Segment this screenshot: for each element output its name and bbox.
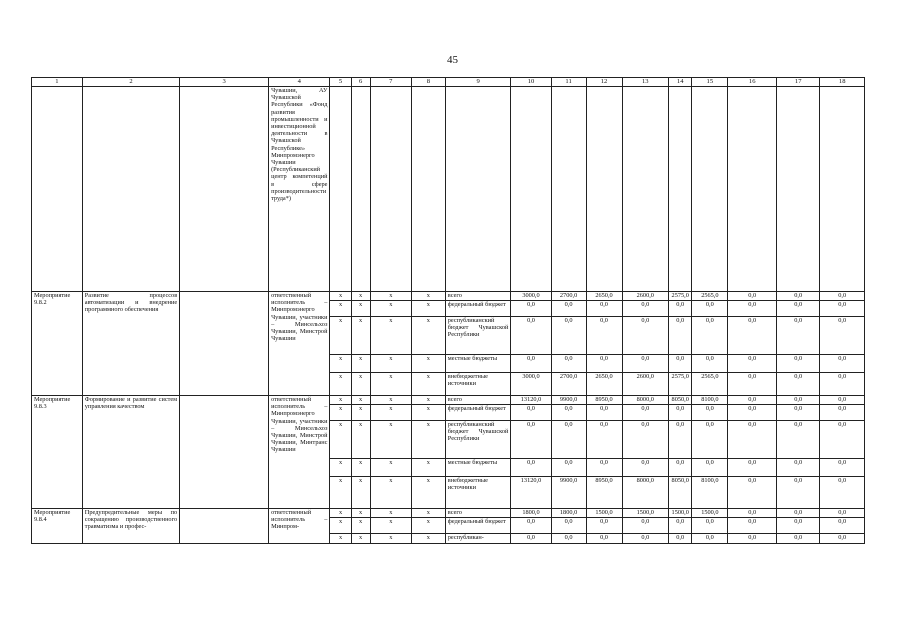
marker-cell: x: [411, 509, 445, 518]
amount-cell: 0,0: [820, 509, 865, 518]
amount-cell: 0,0: [777, 396, 820, 405]
amount-cell: 2600,0: [622, 292, 669, 301]
marker-cell: x: [370, 373, 411, 396]
amount-cell: 0,0: [692, 317, 728, 355]
funding-source: всего: [445, 396, 511, 405]
header-cell-2: 2: [82, 78, 179, 87]
marker-cell: x: [351, 509, 370, 518]
amount-cell: 0,0: [728, 518, 777, 534]
amount-cell: 1500,0: [622, 509, 669, 518]
funding-source: всего: [445, 292, 511, 301]
amount-cell: 0,0: [728, 301, 777, 317]
amount-cell: 0,0: [820, 405, 865, 421]
header-cell-7: 7: [370, 78, 411, 87]
amount-cell: 0,0: [820, 355, 865, 373]
amount-cell: 0,0: [728, 421, 777, 459]
amount-cell: 0,0: [622, 301, 669, 317]
marker-cell: x: [330, 518, 351, 534]
marker-cell: x: [330, 396, 351, 405]
measure-title: Формирование и развитие систем управления качеством: [82, 396, 179, 509]
marker-cell: x: [351, 459, 370, 477]
amount-cell: 0,0: [728, 534, 777, 544]
amount-cell: 8000,0: [622, 477, 669, 509]
marker-cell: x: [370, 459, 411, 477]
funding-source: республикан-: [445, 534, 511, 544]
amount-cell: 0,0: [820, 421, 865, 459]
amount-cell: 1800,0: [551, 509, 586, 518]
amount-cell: 0,0: [777, 317, 820, 355]
amount-cell: 0,0: [777, 509, 820, 518]
amount-cell: 0,0: [551, 421, 586, 459]
amount-cell: 8050,0: [669, 477, 692, 509]
amount-cell: 0,0: [820, 459, 865, 477]
page-number: 45: [447, 54, 458, 66]
marker-cell: x: [411, 373, 445, 396]
amount-cell: 0,0: [511, 518, 551, 534]
amount-cell: 2575,0: [669, 292, 692, 301]
header-cell-11: 11: [551, 78, 586, 87]
funding-source: всего: [445, 509, 511, 518]
table-row: [32, 509, 865, 518]
amount-cell: 0,0: [511, 421, 551, 459]
amount-cell: 0,0: [728, 355, 777, 373]
table-row: [32, 292, 865, 301]
amount-cell: 0,0: [586, 405, 622, 421]
header-row: [32, 78, 865, 87]
marker-cell: x: [330, 317, 351, 355]
amount-cell: 0,0: [728, 477, 777, 509]
amount-cell: 0,0: [728, 396, 777, 405]
amount-cell: 0,0: [692, 301, 728, 317]
marker-cell: x: [411, 421, 445, 459]
funding-source: республиканский бюджет Чувашской Республики: [445, 421, 511, 459]
amount-cell: 0,0: [669, 518, 692, 534]
marker-cell: x: [351, 518, 370, 534]
marker-cell: x: [330, 373, 351, 396]
amount-cell: 0,0: [777, 534, 820, 544]
amount-cell: 1800,0: [511, 509, 551, 518]
marker-cell: x: [370, 301, 411, 317]
amount-cell: 0,0: [586, 355, 622, 373]
continuation-row: [32, 87, 865, 292]
marker-cell: x: [351, 405, 370, 421]
amount-cell: 0,0: [669, 421, 692, 459]
amount-cell: 0,0: [692, 534, 728, 544]
amount-cell: 0,0: [511, 534, 551, 544]
header-cell-17: 17: [777, 78, 820, 87]
measure-code: Мероприятие 9.8.4: [32, 509, 83, 544]
amount-cell: 0,0: [820, 534, 865, 544]
amount-cell: 0,0: [551, 405, 586, 421]
marker-cell: x: [411, 405, 445, 421]
amount-cell: 0,0: [669, 459, 692, 477]
funding-source: внебюджетные источники: [445, 477, 511, 509]
amount-cell: 2700,0: [551, 292, 586, 301]
amount-cell: 0,0: [622, 518, 669, 534]
measure-title: Предупредительные меры по сокращению производственного травматизма и профес-: [82, 509, 179, 544]
amount-cell: 13120,0: [511, 477, 551, 509]
amount-cell: 0,0: [777, 477, 820, 509]
amount-cell: 9900,0: [551, 396, 586, 405]
amount-cell: 8100,0: [692, 396, 728, 405]
funding-source: внебюджетные источники: [445, 373, 511, 396]
amount-cell: 0,0: [777, 405, 820, 421]
amount-cell: 0,0: [586, 421, 622, 459]
amount-cell: 2565,0: [692, 373, 728, 396]
continuation-executor: Чувашии, АУ Чувашской Республики «Фонд развития промышленности и инвестиционной деятельности в Чувашской Республике» Минпромэнерго Чувашии (Республиканский центр компетенций в сфере производительности труда*): [269, 87, 330, 292]
amount-cell: 0,0: [622, 355, 669, 373]
marker-cell: x: [330, 421, 351, 459]
header-cell-14: 14: [669, 78, 692, 87]
amount-cell: 0,0: [622, 317, 669, 355]
amount-cell: 0,0: [622, 421, 669, 459]
budget-table: [31, 77, 865, 544]
amount-cell: 2650,0: [586, 373, 622, 396]
amount-cell: 0,0: [551, 459, 586, 477]
header-cell-8: 8: [411, 78, 445, 87]
amount-cell: 0,0: [511, 317, 551, 355]
marker-cell: x: [370, 292, 411, 301]
amount-cell: 0,0: [692, 459, 728, 477]
amount-cell: 0,0: [692, 421, 728, 459]
amount-cell: 8000,0: [622, 396, 669, 405]
header-cell-6: 6: [351, 78, 370, 87]
amount-cell: 0,0: [669, 317, 692, 355]
amount-cell: 0,0: [728, 509, 777, 518]
amount-cell: 0,0: [551, 534, 586, 544]
header-cell-1: 1: [32, 78, 83, 87]
amount-cell: 0,0: [669, 534, 692, 544]
amount-cell: 2575,0: [669, 373, 692, 396]
amount-cell: 2600,0: [622, 373, 669, 396]
amount-cell: 8950,0: [586, 477, 622, 509]
marker-cell: x: [330, 301, 351, 317]
header-cell-3: 3: [180, 78, 269, 87]
marker-cell: x: [370, 317, 411, 355]
header-cell-18: 18: [820, 78, 865, 87]
header-cell-10: 10: [511, 78, 551, 87]
measure-col3: [180, 509, 269, 544]
amount-cell: 0,0: [669, 405, 692, 421]
marker-cell: x: [330, 534, 351, 544]
amount-cell: 0,0: [777, 373, 820, 396]
measure-title: Развитие процессов автоматизации и внедрение программного обеспечения: [82, 292, 179, 396]
amount-cell: 0,0: [622, 534, 669, 544]
measure-executor: ответственный исполнитель – Минпром-: [269, 509, 330, 544]
amount-cell: 2565,0: [692, 292, 728, 301]
amount-cell: 0,0: [551, 317, 586, 355]
amount-cell: 0,0: [820, 477, 865, 509]
amount-cell: 0,0: [692, 518, 728, 534]
measure-code: Мероприятие 9.8.2: [32, 292, 83, 396]
marker-cell: x: [411, 355, 445, 373]
funding-source: местные бюджеты: [445, 459, 511, 477]
measure-code: Мероприятие 9.8.3: [32, 396, 83, 509]
amount-cell: 0,0: [622, 405, 669, 421]
amount-cell: 0,0: [692, 405, 728, 421]
marker-cell: x: [411, 518, 445, 534]
marker-cell: x: [351, 477, 370, 509]
marker-cell: x: [370, 518, 411, 534]
amount-cell: 3000,0: [511, 292, 551, 301]
header-cell-9: 9: [445, 78, 511, 87]
marker-cell: x: [370, 421, 411, 459]
amount-cell: 0,0: [820, 373, 865, 396]
marker-cell: x: [330, 509, 351, 518]
amount-cell: 0,0: [551, 301, 586, 317]
measure-executor: ответственный исполнитель – Минпромэнерго Чувашии, участники – Минсельхоз Чувашии, Минстрой Чувашии: [269, 292, 330, 396]
marker-cell: x: [411, 477, 445, 509]
amount-cell: 0,0: [777, 301, 820, 317]
amount-cell: 1500,0: [586, 509, 622, 518]
marker-cell: x: [351, 301, 370, 317]
amount-cell: 2650,0: [586, 292, 622, 301]
funding-source: республиканский бюджет Чувашской Республики: [445, 317, 511, 355]
marker-cell: x: [370, 396, 411, 405]
amount-cell: 0,0: [511, 355, 551, 373]
amount-cell: 8950,0: [586, 396, 622, 405]
marker-cell: x: [370, 405, 411, 421]
marker-cell: x: [370, 509, 411, 518]
amount-cell: 1500,0: [692, 509, 728, 518]
funding-source: федеральный бюджет: [445, 518, 511, 534]
amount-cell: 0,0: [622, 459, 669, 477]
marker-cell: x: [370, 355, 411, 373]
amount-cell: 0,0: [728, 459, 777, 477]
amount-cell: 0,0: [820, 301, 865, 317]
amount-cell: 0,0: [820, 518, 865, 534]
marker-cell: x: [370, 477, 411, 509]
amount-cell: 2700,0: [551, 373, 586, 396]
amount-cell: 0,0: [777, 518, 820, 534]
marker-cell: x: [351, 396, 370, 405]
marker-cell: x: [370, 534, 411, 544]
marker-cell: x: [411, 459, 445, 477]
marker-cell: x: [411, 534, 445, 544]
header-cell-13: 13: [622, 78, 669, 87]
marker-cell: x: [330, 355, 351, 373]
amount-cell: 0,0: [586, 459, 622, 477]
marker-cell: x: [351, 534, 370, 544]
marker-cell: x: [330, 477, 351, 509]
amount-cell: 0,0: [728, 405, 777, 421]
amount-cell: 0,0: [551, 355, 586, 373]
amount-cell: 0,0: [820, 396, 865, 405]
amount-cell: 0,0: [511, 301, 551, 317]
amount-cell: 0,0: [511, 459, 551, 477]
funding-source: федеральный бюджет: [445, 301, 511, 317]
amount-cell: 0,0: [777, 292, 820, 301]
marker-cell: x: [411, 317, 445, 355]
amount-cell: 0,0: [777, 421, 820, 459]
funding-source: федеральный бюджет: [445, 405, 511, 421]
amount-cell: 9900,0: [551, 477, 586, 509]
amount-cell: 0,0: [728, 317, 777, 355]
amount-cell: 0,0: [820, 317, 865, 355]
amount-cell: 0,0: [728, 373, 777, 396]
measure-executor: ответственный исполнитель – Минпромэнерго Чувашии, участники – Минсельхоз Чувашии, Минстрой Чувашии, Минтранс Чувашии: [269, 396, 330, 509]
header-cell-16: 16: [728, 78, 777, 87]
header-cell-4: 4: [269, 78, 330, 87]
amount-cell: 0,0: [692, 355, 728, 373]
amount-cell: 0,0: [669, 355, 692, 373]
header-cell-15: 15: [692, 78, 728, 87]
marker-cell: x: [351, 373, 370, 396]
amount-cell: 0,0: [586, 317, 622, 355]
marker-cell: x: [351, 421, 370, 459]
amount-cell: 1500,0: [669, 509, 692, 518]
header-cell-12: 12: [586, 78, 622, 87]
marker-cell: x: [411, 301, 445, 317]
amount-cell: 0,0: [551, 518, 586, 534]
header-cell-5: 5: [330, 78, 351, 87]
amount-cell: 0,0: [820, 292, 865, 301]
measure-col3: [180, 396, 269, 509]
marker-cell: x: [351, 292, 370, 301]
amount-cell: 0,0: [586, 534, 622, 544]
amount-cell: 0,0: [511, 405, 551, 421]
marker-cell: x: [330, 405, 351, 421]
marker-cell: x: [351, 355, 370, 373]
funding-source: местные бюджеты: [445, 355, 511, 373]
amount-cell: 0,0: [586, 518, 622, 534]
amount-cell: 0,0: [777, 355, 820, 373]
table-row: [32, 396, 865, 405]
marker-cell: x: [411, 292, 445, 301]
marker-cell: x: [330, 459, 351, 477]
marker-cell: x: [351, 317, 370, 355]
amount-cell: 0,0: [586, 301, 622, 317]
marker-cell: x: [330, 292, 351, 301]
amount-cell: 8050,0: [669, 396, 692, 405]
amount-cell: 8100,0: [692, 477, 728, 509]
marker-cell: x: [411, 396, 445, 405]
amount-cell: 13120,0: [511, 396, 551, 405]
amount-cell: 0,0: [669, 301, 692, 317]
measure-col3: [180, 292, 269, 396]
amount-cell: 3000,0: [511, 373, 551, 396]
amount-cell: 0,0: [728, 292, 777, 301]
amount-cell: 0,0: [777, 459, 820, 477]
